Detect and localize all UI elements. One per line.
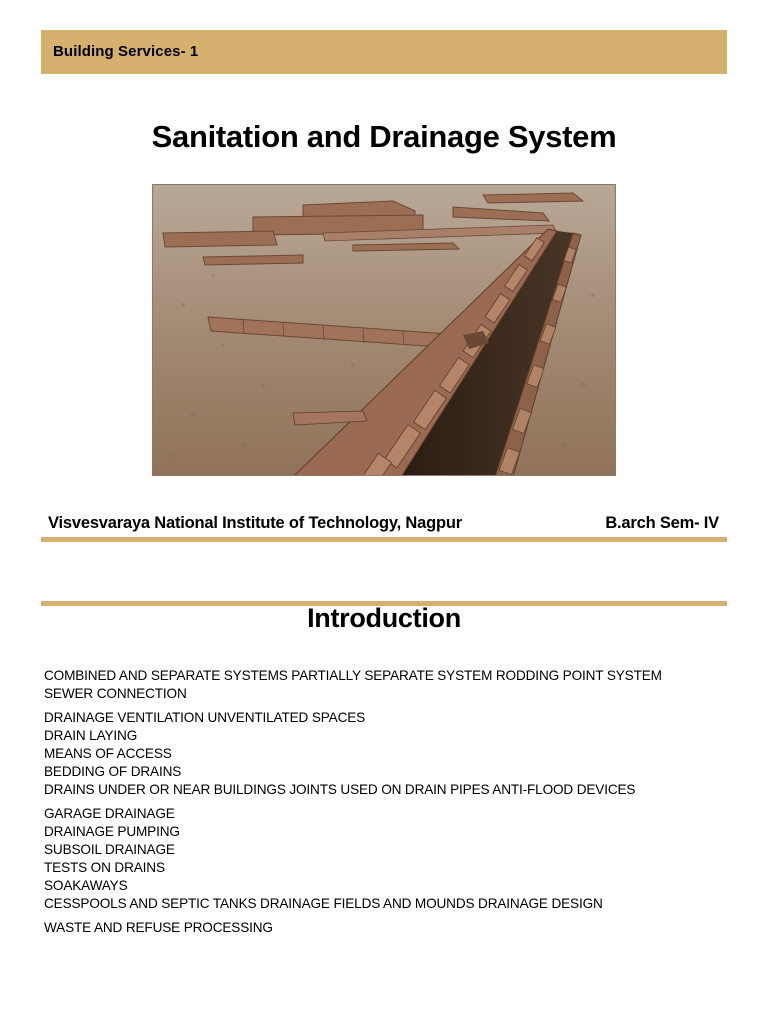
topic-list (44, 667, 734, 937)
topic-item: SUBSOIL DRAINAGE (44, 842, 175, 857)
excavated-drain-photo (152, 184, 616, 476)
topic-item: GARAGE DRAINAGE (44, 806, 175, 821)
topic-item: WASTE AND REFUSE PROCESSING (44, 920, 273, 935)
section-title: Introduction (307, 603, 461, 633)
topic-item: CESSPOOLS AND SEPTIC TANKS DRAINAGE FIELDS AND MOUNDS DRAINAGE DESIGN (44, 896, 603, 911)
semester-label: B.arch Sem- IV (605, 514, 719, 532)
topic-item: DRAINAGE VENTILATION UNVENTILATED SPACES (44, 710, 366, 725)
topic-item: SEWER CONNECTION (44, 686, 187, 701)
course-title: Building Services- 1 (53, 43, 199, 60)
institute-name: Visvesvaraya National Institute of Technology, Nagpur (48, 514, 462, 532)
topic-item: COMBINED AND SEPARATE SYSTEMS PARTIALLY SEPARATE SYSTEM RODDING POINT SYSTEM (44, 668, 662, 683)
topic-item: SOAKAWAYS (44, 878, 128, 893)
divider-rule (41, 537, 727, 542)
topic-item: MEANS OF ACCESS (44, 746, 172, 761)
topic-item: TESTS ON DRAINS (44, 860, 165, 875)
topic-item: DRAINAGE PUMPING (44, 824, 180, 839)
header-band (41, 30, 727, 74)
topic-item: DRAIN LAYING (44, 728, 138, 743)
topic-item: DRAINS UNDER OR NEAR BUILDINGS JOINTS USED ON DRAIN PIPES ANTI-FLOOD DEVICES (44, 782, 636, 797)
page-title: Sanitation and Drainage System (151, 119, 617, 154)
topic-item: BEDDING OF DRAINS (44, 764, 182, 779)
